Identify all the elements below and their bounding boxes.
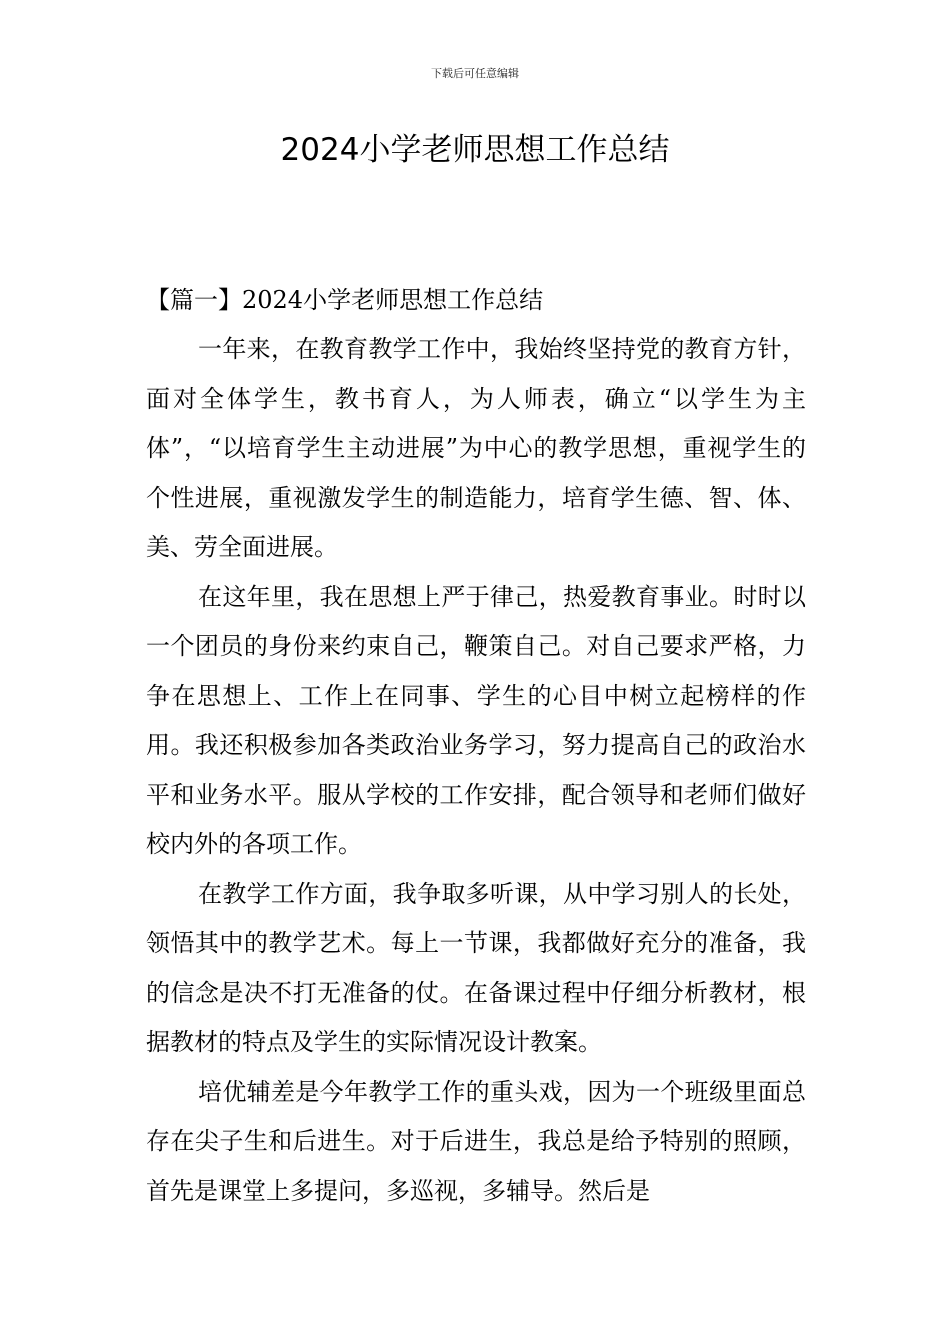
paragraph-2: 在这年里，我在思想上严于律己，热爱教育事业。时时以一个团员的身份来约束自己，鞭策自己。对自己要求严格，力争在思想上、工作上在同事、学生的心目中树立起榜样的作用。我还积极参加各类政治业务学习，努力提高自己的政治水平和业务水平。服从学校的工作安排，配合领导和老师们做好校内外的各项工作。 — [146, 582, 806, 858]
section-heading: 【篇一】2024小学老师思想工作总结 — [146, 286, 544, 314]
document-title: 2024小学老师思想工作总结 — [280, 132, 670, 168]
header-note: 下载后可任意编辑 — [431, 67, 519, 80]
paragraph-1: 一年来，在教育教学工作中，我始终坚持党的教育方针，面对全体学生，教书育人，为人师表，确立“以学生为主体”，“以培育学生主动进展”为中心的教学思想，重视学生的个性进展，重视激发学生的制造能力，培育学生德、智、体、美、劳全面进展。 — [146, 335, 806, 561]
paragraph-4: 培优辅差是今年教学工作的重头戏，因为一个班级里面总存在尖子生和后进生。对于后进生，我总是给予特别的照顾，首先是课堂上多提问，多巡视，多辅导。然后是 — [146, 1077, 806, 1205]
paragraph-3: 在教学工作方面，我争取多听课，从中学习别人的长处，领悟其中的教学艺术。每上一节课，我都做好充分的准备，我的信念是决不打无准备的仗。在备课过程中仔细分析教材，根据教材的特点及学生的实际情况设计教案。 — [146, 879, 806, 1056]
document-body — [146, 276, 806, 1216]
